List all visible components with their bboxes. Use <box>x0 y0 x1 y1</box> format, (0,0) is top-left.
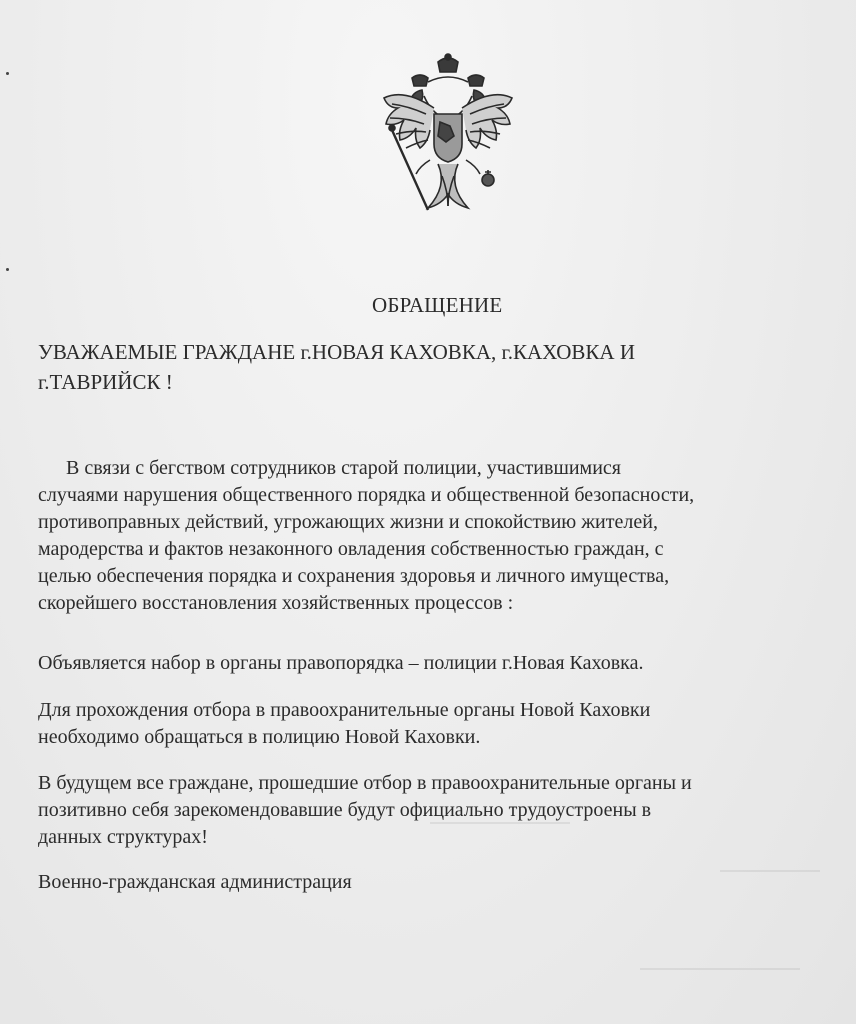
paragraph-line: скорейшего восстановления хозяйственных процессов : <box>38 592 514 614</box>
speck-mark <box>6 268 9 271</box>
paragraph-line: Для прохождения отбора в правоохранительные органы Новой Каховки <box>38 699 651 721</box>
paragraph-line: необходимо обращаться в полицию Новой Каховки. <box>38 726 481 748</box>
paragraph-line: противоправных действий, угрожающих жизни и спокойствию жителей, <box>38 511 658 533</box>
paragraph-line: случаями нарушения общественного порядка и общественной безопасности, <box>38 484 695 506</box>
speck-mark <box>6 72 9 75</box>
double-headed-eagle-emblem-icon <box>372 52 524 224</box>
paragraph-line: данных структурах! <box>38 826 208 848</box>
paragraph-line: позитивно себя зарекомендовавшие будут официально трудоустроены в <box>38 799 652 821</box>
paragraph-employment <box>38 770 838 851</box>
address-heading <box>38 337 798 397</box>
paragraph-line: мародерства и фактов незаконного овладения собственностью граждан, с <box>38 538 664 560</box>
bleed-through-mark <box>640 968 800 970</box>
bleed-through-mark <box>720 870 820 872</box>
address-line: г.ТАВРИЙСК ! <box>38 370 173 394</box>
paragraph-line <box>38 455 838 482</box>
paragraph-line-text: В связи с бегством сотрудников старой полиции, участившимися <box>66 457 621 479</box>
document-title: ОБРАЩЕНИЕ <box>372 293 503 317</box>
paragraph-intro <box>38 455 838 617</box>
bleed-through-mark <box>430 822 570 824</box>
paragraph-selection <box>38 697 838 751</box>
paragraph-line: целью обеспечения порядка и сохранения здоровья и личного имущества, <box>38 565 670 587</box>
paragraph-recruitment: Объявляется набор в органы правопорядка – полиции г.Новая Каховка. <box>38 652 644 674</box>
signature: Военно-гражданская администрация <box>38 871 352 893</box>
paragraph-line: В будущем все граждане, прошедшие отбор в правоохранительные органы и <box>38 772 692 794</box>
address-line: УВАЖАЕМЫЕ ГРАЖДАНЕ г.НОВАЯ КАХОВКА, г.КАХОВКА И <box>38 340 636 364</box>
